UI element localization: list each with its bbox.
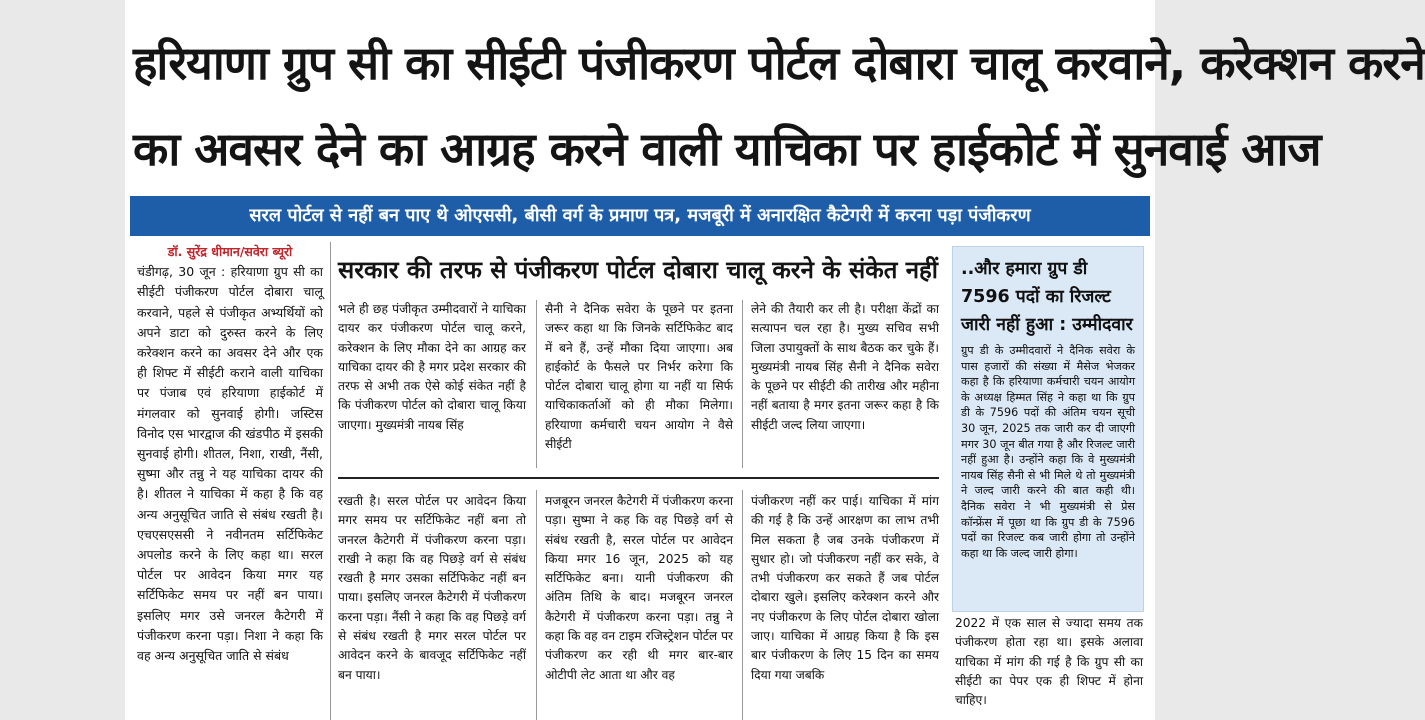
headline-line-1: हरियाणा ग्रुप सी का सीईटी पंजीकरण पोर्टल दोबारा चालू करवाने, करेक्शन करने bbox=[133, 36, 1425, 90]
article-column-3: लेने की तैयारी कर ली है। परीक्षा केंद्रों का सत्यापन चल रहा है। मुख्य सचिव सभी जिला उपायुक्तों के साथ बैठक कर चुके हैं। मुख्यमंत्री नायब सिंह सैनी ने दैनिक सवेरा के पूछने पर सीईटी की तारीख और महीना नहीं बताया है मगर इतना जरूर कहा है कि सीईटी जल्द लिया जाएगा। bbox=[751, 302, 939, 432]
column-divider bbox=[536, 300, 537, 468]
left-column-text: चंडीगढ़, 30 जून : हरियाणा ग्रुप सी का सीईटी पंजीकरण पोर्टल दोबारा चालू करवाने, पहले से पंजीकृत अभ्यर्थियों को अपने डाटा को दुरुस्त करने के लिए करेक्शन करने का अवसर देने और एक ही शिफ्ट में सीईटी कराने वाली याचिका पर पंजाब एवं हरियाणा हाईकोर्ट में मंगलवार को सुनवाई होगी। जस्टिस विनोद एस भारद्वाज की खंडपीठ में इसकी सुनवाई होगी। शीतल, निशा, राखी, नैंसी, सुष्मा और तन्नु ने यह याचिका दायर की है। शीतल ने याचिका में कहा है कि वह अन्य अनुसूचित जाति से संबंध रखती है। एचएसएससी ने नवीनतम सर्टिफिकेट अपलोड करने के लिए कहा था। सरल पोर्टल पर आवेदन किया मगर यह सर्टिफिकेट समय पर नहीं बन पाया। इसलिए मगर उसे जनरल कैटेगरी में पंजीकरण करना पड़ा। निशा ने कहा कि वह अन्य अनुसूचित जाति से संबंध bbox=[137, 264, 323, 664]
headline-line-2: का अवसर देने का आग्रह करने वाली याचिका पर हाईकोर्ट में सुनवाई आज bbox=[133, 122, 1321, 176]
article-column-5: मजबूरन जनरल कैटेगरी में पंजीकरण करना पड़ा। सुष्मा ने कह कि वह पिछड़े वर्ग से संबंध रखती है, सरल पोर्टल पर आवेदन किया मगर 16 जून, 2025 को यह सर्टिफिकेट बना। यानी पंजीकरण की अंतिम तिथि के बाद। मजबूरन जनरल कैटेगरी में पंजीकरण करना पड़ा। तन्नु ने कहा कि वह वन टाइम रजिस्ट्रेशन पोर्टल पर पंजीकरण कर रही थी मगर बार-बार ओटीपी लेट आता था और वह bbox=[545, 494, 733, 682]
sub-headline: सरकार की तरफ से पंजीकरण पोर्टल दोबारा चालू करने के संकेत नहीं bbox=[338, 256, 939, 284]
column-divider bbox=[742, 490, 743, 720]
article-column-6: पंजीकरण नहीं कर पाई। याचिका में मांग की गई है कि उन्हें आरक्षण का लाभ तभी मिल सकता है जब उनके पंजीकरण में सुधार हो। जो पंजीकरण नहीं कर सके, वे तभी पंजीकरण कर सकते हैं जब पोर्टल दोबारा खुले। इसलिए करेक्शन करने और नए पंजीकरण के लिए पोर्टल दोबारा खोला जाए। याचिका में आग्रह किया है कि इस बार पंजीकरण के लिए 15 दिन का समय दिया गया जबकि bbox=[751, 494, 939, 682]
newspaper-page bbox=[125, 0, 1425, 720]
subtitle-banner: सरल पोर्टल से नहीं बन पाए थे ओएससी, बीसी वर्ग के प्रमाण पत्र, मजबूरी में अनारक्षित कैटेगरी में करना पड़ा पंजीकरण bbox=[130, 196, 1150, 236]
sidebar-box bbox=[952, 246, 1144, 612]
column-divider bbox=[536, 490, 537, 720]
left-column bbox=[137, 242, 323, 666]
right-column-continuation: 2022 में एक साल से ज्यादा समय तक पंजीकरण होता रहा था। इसके अलावा याचिका में मांग की गई है कि ग्रुप सी का सीईटी का पेपर एक ही शिफ्ट में होना चाहिए। bbox=[955, 616, 1143, 708]
byline: डॉ. सुरेंद्र धीमान/सवेरा ब्यूरो bbox=[167, 244, 293, 259]
column-divider bbox=[330, 242, 331, 720]
sidebar-box-text: ग्रुप डी के उम्मीदवारों ने दैनिक सवेरा के पास हजारों की संख्या में मैसेज भेजकर कहा है कि हरियाणा कर्मचारी चयन आयोग के अध्यक्ष हिम्मत सिंह ने कहा था कि ग्रुप डी के 7596 पदों की अंतिम चयन सूची 30 जून, 2025 तक जारी कर दी जाएगी मगर 30 जून बीत गया है और रिजल्ट जारी नहीं हुआ है। उन्होंने कहा कि वे मुख्यमंत्री नायब सिंह सैनी से भी मिले थे तो मुख्यमंत्री ने जल्द जारी करने की बात कही थी। दैनिक सवेरा ने भी मुख्यमंत्री से प्रेस कॉन्फ्रेंस में पूछा था कि ग्रुप डी के 7596 पदों का रिजल्ट कब जारी होगा तो उन्होंने कहा था कि जल्द जारी होगा। bbox=[961, 344, 1135, 560]
article-column-2: सैनी ने दैनिक सवेरा के पूछने पर इतना जरूर कहा था कि जिनके सर्टिफिकेट बाद में बने हैं, उन्हें मौका दिया जाएगा। अब हाईकोर्ट के फैसले पर निर्भर करेगा कि पोर्टल दोबारा चालू होगा या नहीं या सिर्फ याचिकाकर्ताओं को ही मौका मिलेगा। हरियाणा कर्मचारी चयन आयोग ने वैसे सीईटी bbox=[545, 302, 733, 452]
article-column-4: रखती है। सरल पोर्टल पर आवेदन किया मगर समय पर सर्टिफिकेट नहीं बना तो जनरल कैटेगरी में पंजीकरण करना पड़ा। राखी ने कहा कि वह पिछड़े वर्ग से संबंध रखती है मगर उसका सर्टिफिकेट नहीं बन पाया। इसलिए जनरल कैटेगरी में पंजीकरण करना पड़ा। नैंसी ने कहा कि वह पिछड़े वर्ग से संबंध रखती है मगर सरल पोर्टल पर आवेदन करने के बावजूद सर्टिफिकेट नहीं बन पाया। bbox=[338, 494, 526, 682]
sidebar-box-title: ..और हमारा ग्रुप डी 7596 पदों का रिजल्ट जारी नहीं हुआ : उम्मीदवार bbox=[961, 259, 1133, 335]
column-divider bbox=[742, 300, 743, 468]
section-divider bbox=[338, 477, 939, 479]
article-column-1: भले ही छह पंजीकृत उम्मीदवारों ने याचिका दायर कर पंजीकरण पोर्टल चालू करने, करेक्शन के लिए मौका देने का आग्रह कर याचिका दायर की है मगर प्रदेश सरकार की तरफ से अभी तक ऐसे कोई संकेत नहीं है कि पंजीकरण पोर्टल को दोबारा चालू किया जाएगा। मुख्यमंत्री नायब सिंह bbox=[338, 302, 526, 432]
